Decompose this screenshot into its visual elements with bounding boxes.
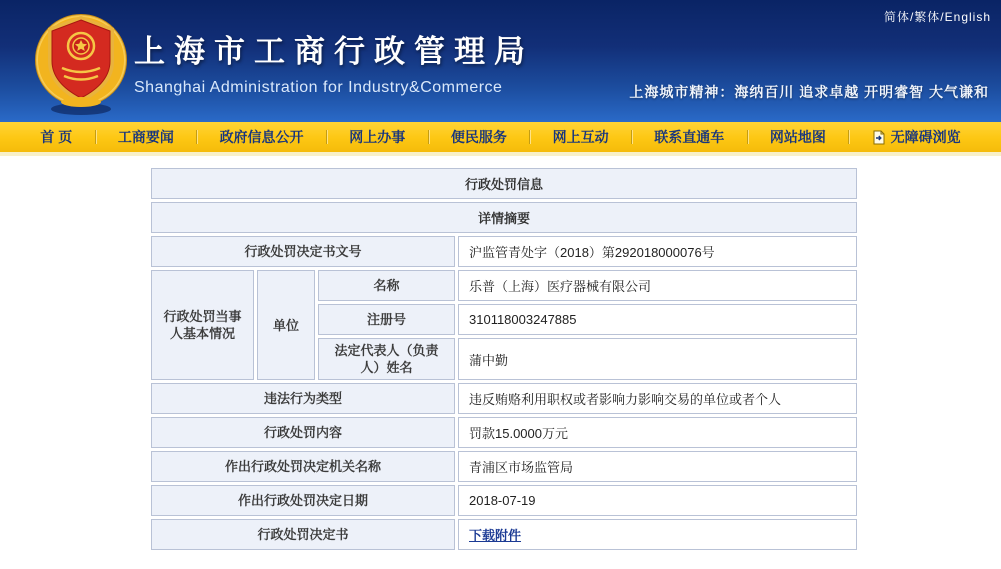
nav-item-sitemap[interactable]: 网站地图 [769,129,826,145]
table-row-party-name [151,270,857,301]
legal-rep-label: 法定代表人（负责人）姓名 [318,338,455,380]
party-info-label: 行政处罚当事人基本情况 [151,270,254,380]
penalty-info-table [148,165,860,553]
authority-label: 作出行政处罚决定机关名称 [151,451,455,482]
table-row-subtitle [151,202,857,233]
penalty-content-label: 行政处罚内容 [151,417,455,448]
table-row-violation-type [151,383,857,414]
nav-item-accessibility[interactable] [849,127,983,147]
main-content [0,156,1001,553]
gongshang-shield-emblem-icon [28,6,134,118]
language-switcher[interactable]: 简体/繁体/English [883,10,991,24]
page-subtitle-english: Shanghai Administration for Industry&Commerce [134,79,503,96]
page-title: 上海市工商行政管理局 [134,34,534,69]
nav-item-news[interactable]: 工商要闻 [117,129,174,145]
decision-date-value: 2018-07-19 [458,485,857,516]
site-header [0,0,1001,122]
main-navigation [0,122,1001,152]
decision-doc-label: 行政处罚决定书 [151,519,455,550]
table-title: 行政处罚信息 [151,168,857,199]
city-spirit-slogan: 上海城市精神：海纳百川 追求卓越 开明睿智 大气谦和 [629,84,989,100]
authority-value: 青浦区市场监管局 [458,451,857,482]
table-row-decision-document [151,519,857,550]
document-number-label: 行政处罚决定书文号 [151,236,455,267]
decision-doc-value [458,519,857,550]
company-name-label: 名称 [318,270,455,301]
table-row-penalty-content [151,417,857,448]
table-row-document-number [151,236,857,267]
reg-number-label: 注册号 [318,304,455,335]
nav-item-home[interactable]: 首 页 [40,129,73,145]
document-number-value: 沪监管青处字（2018）第292018000076号 [458,236,857,267]
page-arrow-icon [872,130,886,145]
nav-item-gov-info[interactable]: 政府信息公开 [219,129,304,145]
table-subtitle: 详情摘要 [151,202,857,233]
table-row-title [151,168,857,199]
nav-item-accessibility-label: 无障碍浏览 [890,129,961,145]
violation-type-label: 违法行为类型 [151,383,455,414]
table-row-decision-date [151,485,857,516]
download-attachment-link[interactable]: 下载附件 [469,528,522,543]
table-row-authority [151,451,857,482]
legal-rep-value: 蒲中勤 [458,338,857,380]
violation-type-value: 违反贿赂利用职权或者影响力影响交易的单位或者个人 [458,383,857,414]
unit-label: 单位 [257,270,315,380]
penalty-content-value: 罚款15.0000万元 [458,417,857,448]
nav-item-convenience[interactable]: 便民服务 [450,129,507,145]
reg-number-value: 310118003247885 [458,304,857,335]
nav-item-online-services[interactable]: 网上办事 [349,129,406,145]
decision-date-label: 作出行政处罚决定日期 [151,485,455,516]
company-name-value: 乐普（上海）医疗器械有限公司 [458,270,857,301]
nav-item-interaction[interactable]: 网上互动 [552,129,609,145]
nav-item-contact[interactable]: 联系直通车 [654,129,725,145]
